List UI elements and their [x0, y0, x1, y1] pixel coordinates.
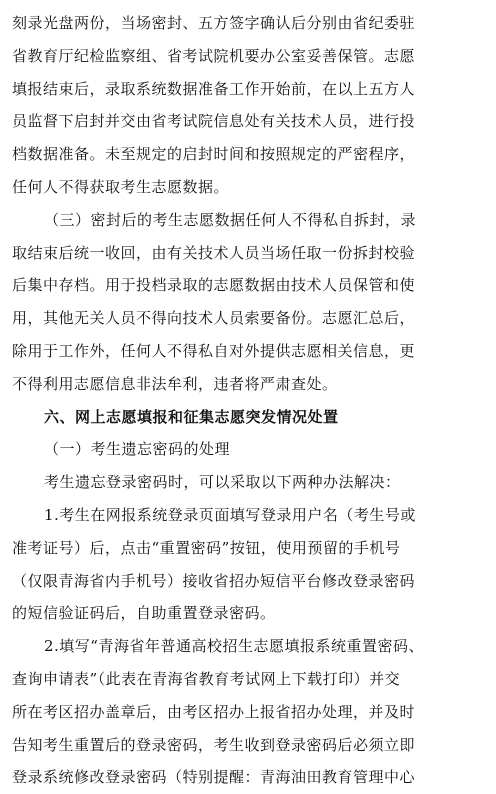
text-line-3: 填报结束后，录取系统数据准备工作开始前，在以上五方人: [12, 79, 416, 98]
text-line-9: 后集中存档。用于投档录取的志愿数据由技术人员保管和使: [12, 276, 416, 295]
subsection-heading: （一）考生遗忘密码的处理: [44, 440, 231, 459]
text-line-24: 登录系统修改登录密码（特别提醒：青海油田教育管理中心: [12, 768, 416, 787]
text-line-20: 2.填写“青海省年普通高校招生志愿填报系统重置密码、: [44, 637, 424, 656]
text-line-18: （仅限青海省内手机号）接收省招办短信平台修改登录密码: [12, 571, 416, 590]
text-line-19: 的短信验证码后，自助重置登录密码。: [12, 604, 276, 623]
text-line-5: 档数据准备。未至规定的启封时间和按照规定的严密程序，: [12, 145, 416, 164]
text-line-4: 员监督下启封并交由省考试院信息处有关技术人员，进行投: [12, 112, 416, 131]
text-line-17: 准考证号）后，点击“重置密码”按钮，使用预留的手机号: [12, 538, 401, 557]
text-line-15: 考生遗忘登录密码时，可以采取以下两种办法解决：: [44, 473, 401, 492]
text-line-21: 查询申请表”（此表在青海省教育考试网上下载打印）并交: [12, 669, 401, 688]
text-line-12: 不得利用志愿信息非法牟利，违者将严肃查处。: [12, 374, 338, 393]
text-line-23: 告知考生重置后的登录密码，考生收到登录密码后必须立即: [12, 735, 416, 754]
text-line-6: 任何人不得获取考生志愿数据。: [12, 177, 230, 196]
text-line-11: 除用于工作外，任何人不得私自对外提供志愿相关信息，更: [12, 341, 416, 360]
text-line-22: 所在考区招办盖章后，由考区招办上报省招办处理，并及时: [12, 702, 416, 721]
text-line-16: 1.考生在网报系统登录页面填写登录用户名（考生号或: [44, 505, 416, 524]
text-line-10: 用，其他无关人员不得向技术人员索要备份。志愿汇总后，: [12, 309, 416, 328]
text-line-8: 取结束后统一收回，由有关技术人员当场任取一份拆封校验: [12, 243, 416, 262]
text-line-2: 省教育厅纪检监察组、省考试院机要办公室妥善保管。志愿: [12, 46, 416, 65]
section-heading: 六、网上志愿填报和征集志愿突发情况处置: [44, 407, 339, 426]
text-line-1: 刻录光盘两份，当场密封、五方签字确认后分别由省纪委驻: [12, 14, 416, 32]
text-line-7: （三）密封后的考生志愿数据任何人不得私自拆封，录: [44, 210, 417, 229]
